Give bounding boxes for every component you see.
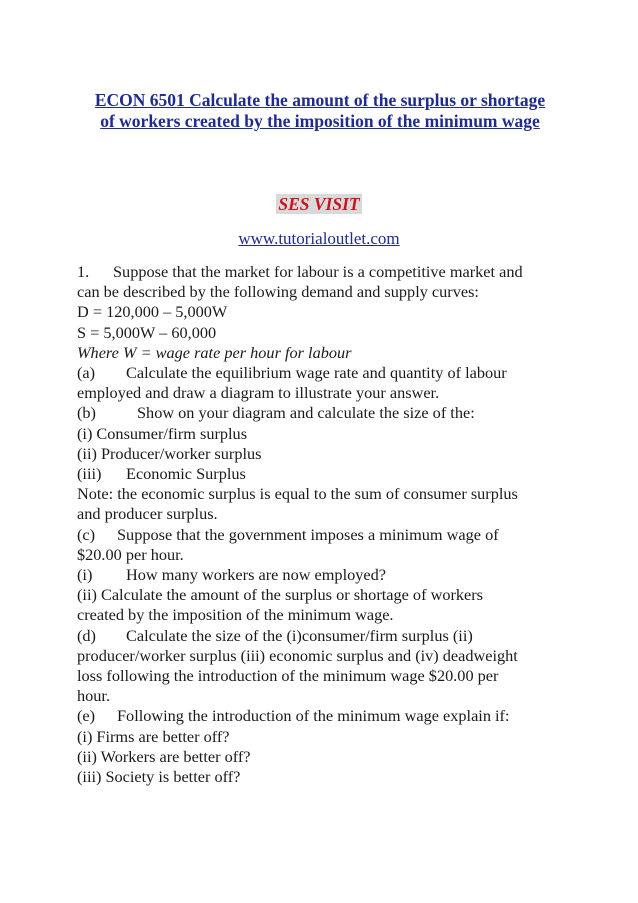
question-body bbox=[77, 262, 557, 787]
part-b-line: (b) Show on your diagram and calculate the size of the: bbox=[77, 403, 475, 423]
note-line-2: and producer surplus. bbox=[77, 504, 218, 524]
part-c-i: (i) How many workers are now employed? bbox=[77, 565, 386, 585]
q1-line-2: can be described by the following demand and supply curves: bbox=[77, 282, 479, 302]
ses-visit-banner bbox=[0, 193, 638, 215]
part-c-ii-line-1: (ii) Calculate the amount of the surplus or shortage of workers bbox=[77, 585, 484, 605]
part-d-line-3: loss following the introduction of the minimum wage $20.00 per bbox=[77, 666, 499, 686]
demand-equation: D = 120,000 – 5,000W bbox=[77, 302, 228, 322]
q1-line-1: 1. Suppose that the market for labour is a competitive market and bbox=[77, 262, 523, 281]
part-b-iii: (iii) Economic Surplus bbox=[77, 464, 246, 484]
part-e-i: (i) Firms are better off? bbox=[77, 726, 230, 746]
part-b-ii: (ii) Producer/worker surplus bbox=[77, 443, 262, 463]
part-a-line-2: employed and draw a diagram to illustrate your answer. bbox=[77, 383, 440, 403]
part-c-line-1: (c) Suppose that the government imposes a minimum wage of bbox=[77, 524, 499, 544]
part-e-line: (e) Following the introduction of the minimum wage explain if: bbox=[77, 706, 510, 726]
part-e-ii: (ii) Workers are better off? bbox=[77, 746, 251, 766]
part-d-line-2: producer/worker surplus (iii) economic surplus and (iv) deadweight bbox=[77, 645, 518, 665]
website-link[interactable]: www.tutorialoutlet.com bbox=[238, 229, 400, 248]
note-line-1: Note: the economic surplus is equal to the sum of consumer surplus bbox=[77, 484, 518, 504]
q1-number: 1. bbox=[77, 262, 90, 281]
part-c-line-2: $20.00 per hour. bbox=[77, 544, 184, 564]
supply-equation: S = 5,000W – 60,000 bbox=[77, 322, 217, 342]
part-a-line-1: (a) Calculate the equilibrium wage rate and quantity of labour bbox=[77, 363, 507, 383]
where-definition: Where W = wage rate per hour for labour bbox=[77, 342, 352, 362]
document-title: ECON 6501 Calculate the amount of the surplus or shortage of workers created by the imposition of the minimum wage bbox=[94, 90, 546, 131]
part-d-line-4: hour. bbox=[77, 686, 111, 706]
part-e-iii: (iii) Society is better off? bbox=[77, 767, 241, 787]
part-c-ii-line-2: created by the imposition of the minimum wage. bbox=[77, 605, 394, 625]
ses-visit-label: SES VISIT bbox=[278, 194, 360, 214]
part-d-line-1: (d) Calculate the size of the (i)consumer/firm surplus (ii) bbox=[77, 625, 473, 645]
part-b-i: (i) Consumer/firm surplus bbox=[77, 423, 248, 443]
